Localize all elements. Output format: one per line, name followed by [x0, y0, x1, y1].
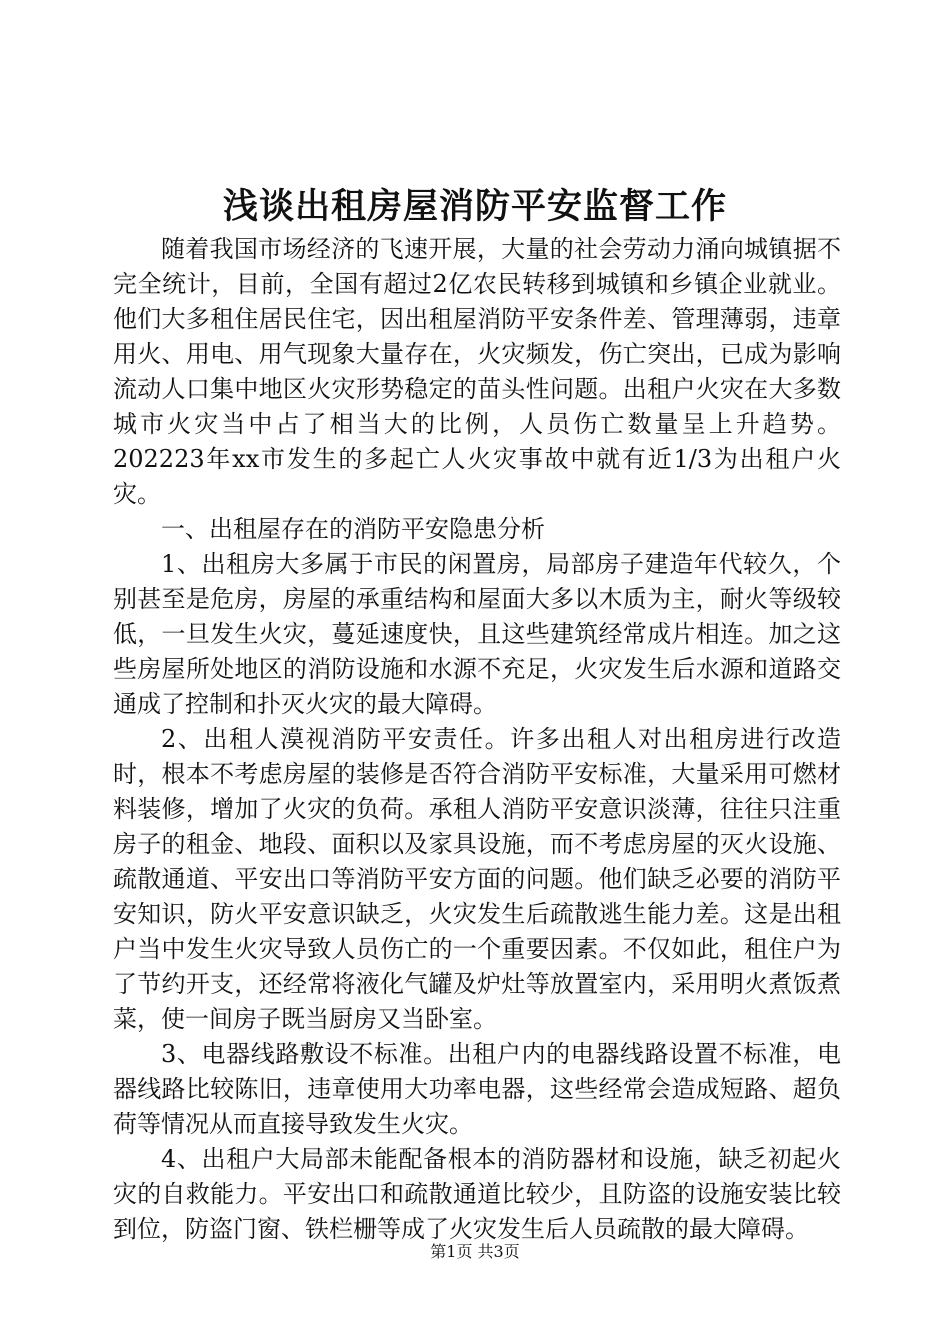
- section-heading: 一、出租屋存在的消防平安隐患分析: [161, 515, 545, 543]
- paragraph-intro: 随着我国市场经济的飞速开展，大量的社会劳动力涌向城镇据不完全统计，目前，全国有超过2亿农民转移到城镇和乡镇企业就业。他们大多租住居民住宅，因出租屋消防平安条件差、管理薄弱，违章用火、用电、用气现象大量存在，火灾频发，伤亡突出，已成为影响流动人口集中地区火灾形势稳定的苗头性问题。出租户火灾在大多数城市火灾当中占了相当大的比例，人员伤亡数量呈上升趋势。202223年xx市发生的多起亡人火灾事故中就有近1/3为出租户火灾。: [113, 235, 841, 508]
- paragraph-item-2: 2、出租人漠视消防平安责任。许多出租人对出租房进行改造时，根本不考虑房屋的装修是否符合消防平安标准，大量采用可燃材料装修，增加了火灾的负荷。承租人消防平安意识淡薄，往往只注重房子的租金、地段、面积以及家具设施，而不考虑房屋的灭火设施、疏散通道、平安出口等消防平安方面的问题。他们缺乏必要的消防平安知识，防火平安意识缺乏，火灾发生后疏散逃生能力差。这是出租户当中发生火灾导致人员伤亡的一个重要因素。不仅如此，租住户为了节约开支，还经常将液化气罐及炉灶等放置室内，采用明火煮饭煮菜，使一间房子既当厨房又当卧室。: [113, 725, 841, 1033]
- page-number-footer: 第1页 共3页: [430, 1242, 520, 1261]
- paragraph-item-3: 3、电器线路敷设不标准。出租户内的电器线路设置不标准，电器线路比较陈旧，违章使用大功率电器，这些经常会造成短路、超负荷等情况从而直接导致发生火灾。: [113, 1040, 841, 1138]
- document-body: [113, 232, 841, 1247]
- paragraph-item-4: 4、出租户大局部未能配备根本的消防器材和设施，缺乏初起火灾的自救能力。平安出口和疏散通道比较少，且防盗的设施安装比较到位，防盗门窗、铁栏栅等成了火灾发生后人员疏散的最大障碍。: [113, 1145, 841, 1243]
- document-title: 浅谈出租房屋消防平安监督工作: [222, 186, 727, 227]
- paragraph-item-1: 1、出租房大多属于市民的闲置房，局部房子建造年代较久，个别甚至是危房，房屋的承重结构和屋面大多以木质为主，耐火等级较低，一旦发生火灾，蔓延速度快，且这些建筑经常成片相连。加之这些房屋所处地区的消防设施和水源不充足，火灾发生后水源和道路交通成了控制和扑灭火灾的最大障碍。: [113, 550, 841, 718]
